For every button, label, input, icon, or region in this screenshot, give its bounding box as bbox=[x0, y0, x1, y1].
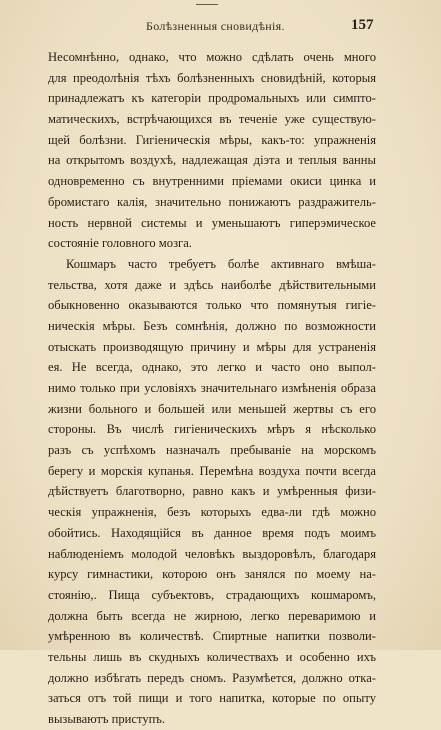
text-line: обыкновенно оказываются только что помянутыя гигіе- bbox=[48, 298, 376, 313]
text-line: одновременно съ внутренними пріемами окиси цинка и bbox=[48, 174, 376, 189]
text-line: Кошмаръ часто требуетъ болѣе активнаго вмѣша- bbox=[66, 256, 376, 271]
text-line: берегу и морскія купанья. Перемѣна воздуха почти всегда bbox=[48, 463, 376, 478]
text-line: тельства, хотя даже и здѣсь наиболѣе дѣйствительными bbox=[48, 277, 376, 292]
text-line: вызываютъ приступъ. bbox=[48, 712, 166, 726]
text-line: матическихъ, встрѣчающихся въ теченіе уже существую- bbox=[48, 112, 376, 127]
text-line: умѣренною въ количествѣ. Спиртные напитки позволи- bbox=[48, 629, 376, 644]
text-line: Несомнѣнно, однако, что можно сдѣлать очень много bbox=[48, 50, 376, 64]
text-line: должна быть всегда не жирною, легко переваримою и bbox=[48, 608, 376, 623]
running-title: Болѣзненныя сновидѣнія. bbox=[146, 19, 285, 33]
text-line: ность нервной системы и уменьшаютъ гиперэмическое bbox=[48, 215, 376, 230]
text-line: курсу гимнастики, которою онъ занялся по моему на- bbox=[48, 567, 376, 582]
text-line: отыскать производящую причину и мѣры для устраненія bbox=[48, 339, 376, 354]
text-line: на открытомъ воздухѣ, надлежащая діэта и теплыя ванны bbox=[48, 153, 376, 168]
paragraph-1 bbox=[48, 47, 376, 254]
text-line: наблюденіемъ молодой человѣкъ выздоровѣлъ, благодаря bbox=[48, 546, 376, 561]
text-line: стоянію,. Пища субъектовъ, страдающихъ кошмаромъ, bbox=[48, 587, 376, 602]
text-line: обойтись. Находящійся въ данное время подъ моимъ bbox=[48, 525, 376, 540]
text-line: стороны. Въ числѣ гигіеническихъ мѣръ я нѣсколько bbox=[48, 422, 376, 437]
text-line: бромистаго калія, значительно понижаютъ раздражитель- bbox=[48, 194, 376, 209]
paragraph-2 bbox=[48, 254, 376, 730]
running-head bbox=[0, 19, 441, 35]
text-line: дѣйствуетъ благотворно, равно какъ и умѣренныя физи- bbox=[48, 484, 376, 499]
text-line: ея. Не всегда, однако, это легко и часто оно выпол- bbox=[48, 360, 376, 375]
page-number: 157 bbox=[351, 17, 374, 33]
text-line: тельны лишь въ скудныхъ количествахъ и особенно ихъ bbox=[48, 649, 376, 664]
text-line: принадлежатъ къ категоріи продромальныхъ или симпто- bbox=[48, 91, 376, 106]
text-line: нимо только при условіяхъ значительнаго измѣненія образа bbox=[48, 381, 376, 395]
text-line: состояніе головного мозга. bbox=[48, 236, 192, 251]
text-line: ническія мѣры. Безъ сомнѣнія, должно по возможности bbox=[48, 318, 376, 333]
text-line: разъ съ успѣхомъ назначалъ пребываніе на морскомъ bbox=[48, 443, 376, 458]
top-rule bbox=[196, 4, 218, 5]
text-line: для преодолѣнія тѣхъ болѣзненныхъ сновидѣній, которыя bbox=[48, 70, 376, 85]
text-line: должно избѣгать передъ сномъ. Разумѣется, должно отка- bbox=[48, 670, 376, 685]
text-line: заться отъ той пищи и того напитка, которые по опыту bbox=[48, 691, 376, 706]
body-text bbox=[48, 47, 376, 730]
text-line: ческія упражненія, безъ которыхъ едва-ли гдѣ можно bbox=[48, 505, 376, 520]
text-line: жизни больного и большей или меньшей жертвы съ его bbox=[48, 401, 376, 416]
text-line: щей болѣзни. Гигіеническія мѣры, какъ-то: упражненія bbox=[48, 132, 376, 147]
